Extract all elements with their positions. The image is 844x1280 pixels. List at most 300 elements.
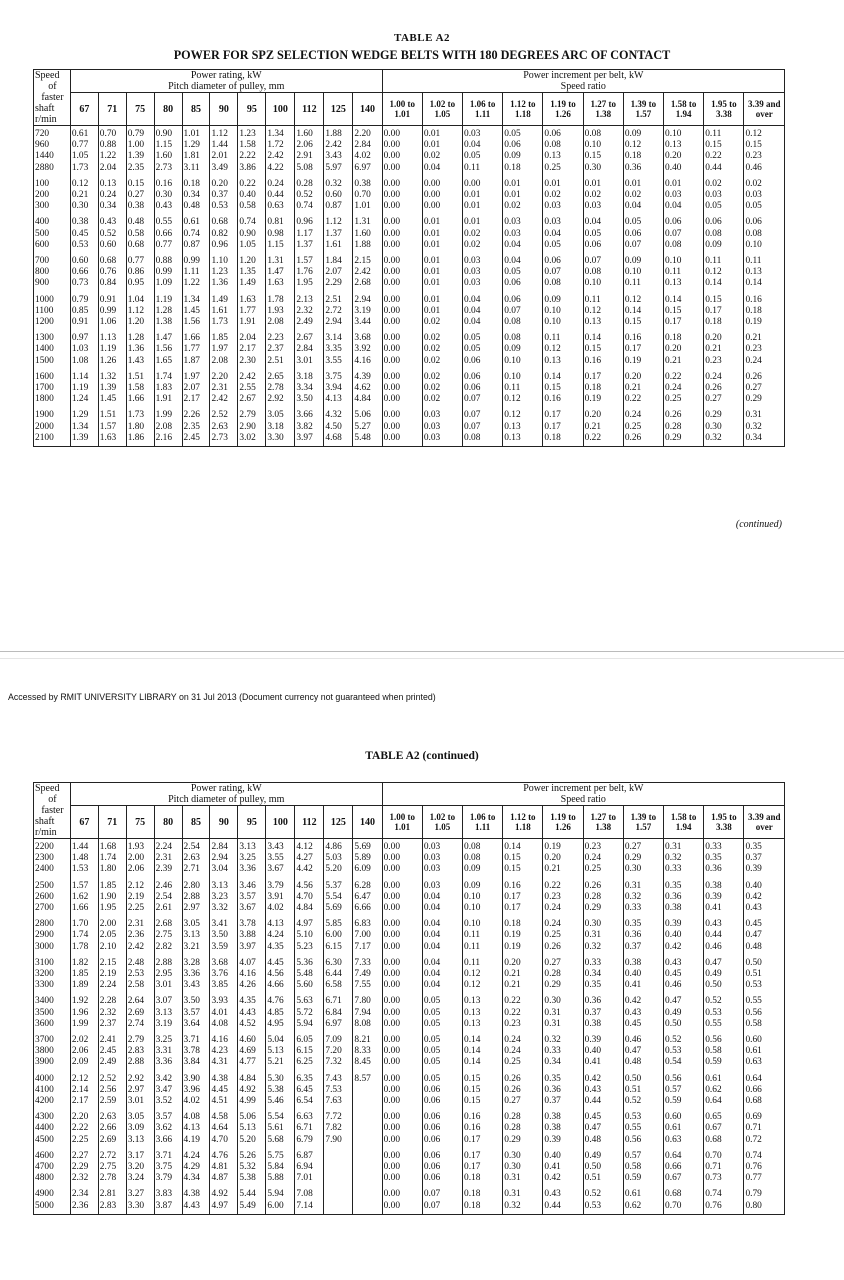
power-rating-cell: 3.02 [238,433,266,447]
power-increment-cell: 0.23 [503,1019,543,1032]
power-rating-cell: 1.93 [126,839,154,854]
power-increment-cell: 0.68 [744,1096,785,1109]
power-rating-cell: 4.97 [210,1201,238,1215]
speed-ratio-line: 1.00 to [389,812,415,822]
power-increment-cell: 0.05 [583,229,623,240]
speed-cell: 700 [34,253,71,267]
power-increment-cell: 0.04 [422,892,462,903]
power-increment-cell: 0.43 [704,916,744,930]
power-increment-cell: 0.04 [503,253,543,267]
power-rating-cell: 5.88 [266,1173,295,1186]
power-rating-cell: 1.99 [70,1019,98,1032]
power-rating-cell: 6.44 [324,969,353,980]
power-rating-cell: 2.20 [210,369,238,383]
speed-cell: 1800 [34,394,71,407]
table-row [34,190,785,201]
power-increment-cell: 0.06 [422,1109,462,1123]
power-rating-cell: 1.57 [70,878,98,892]
power-increment-cell: 0.44 [583,1096,623,1109]
table-row [34,394,785,407]
power-increment-cell: 0.21 [704,344,744,355]
power-rating-cell: 2.82 [154,942,182,955]
power-increment-cell: 0.13 [664,278,704,291]
power-table-1 [33,69,785,447]
power-increment-cell: 0.06 [503,292,543,306]
power-rating-cell: 3.07 [154,993,182,1007]
power-rating-cell: 6.71 [295,1123,324,1134]
power-increment-cell: 0.07 [422,1201,462,1215]
power-increment-cell: 0.59 [664,1096,704,1109]
power-rating-cell [324,1186,353,1200]
power-increment-cell: 0.51 [744,969,785,980]
power-increment-cell: 0.30 [503,1162,543,1173]
speed-cell: 3000 [34,942,71,955]
power-rating-cell: 7.63 [324,1096,353,1109]
page-separator-secondary [0,658,844,659]
power-rating-cell: 1.43 [126,356,154,369]
table-row [34,383,785,394]
power-rating-cell: 5.20 [324,864,353,877]
power-increment-cell: 0.58 [704,1046,744,1057]
power-increment-cell: 0.16 [503,878,543,892]
power-rating-cell [353,1162,382,1173]
power-rating-cell: 1.84 [324,253,353,267]
power-increment-cell: 0.66 [664,1162,704,1173]
power-rating-cell: 4.52 [238,1019,266,1032]
power-rating-cell: 1.73 [126,407,154,421]
power-increment-cell: 0.09 [704,240,744,253]
power-increment-cell: 0.73 [704,1173,744,1186]
power-rating-cell: 4.84 [238,1071,266,1085]
power-rating-cell: 5.21 [266,1057,295,1070]
power-increment-cell: 0.00 [382,214,422,228]
power-increment-cell: 0.00 [382,292,422,306]
speed-header-line: shaft [35,103,55,114]
power-rating-cell: 2.54 [182,839,210,854]
power-increment-cell: 0.31 [744,407,785,421]
power-rating-cell: 1.65 [154,356,182,369]
power-rating-cell: 0.48 [182,201,210,214]
speed-cell: 1000 [34,292,71,306]
power-increment-cell: 0.12 [744,126,785,141]
power-increment-cell: 0.04 [422,903,462,916]
power-rating-cell: 2.01 [210,151,238,162]
power-rating-cell: 2.75 [154,930,182,941]
power-rating-cell: 1.76 [295,267,324,278]
power-increment-cell: 0.24 [543,916,583,930]
power-increment-cell: 0.13 [744,267,785,278]
power-rating-cell: 2.72 [324,306,353,317]
power-rating-cell: 2.49 [295,317,324,330]
speed-ratio-line: 1.57 [635,109,652,119]
speed-cell: 960 [34,140,71,151]
power-increment-cell: 0.41 [543,1162,583,1173]
power-rating-cell: 3.91 [266,892,295,903]
power-increment-cell: 0.18 [503,916,543,930]
power-rating-cell: 4.77 [238,1057,266,1070]
power-rating-cell: 4.76 [210,1148,238,1162]
power-rating-cell: 2.88 [154,955,182,969]
speed-ratio-range [704,93,744,126]
speed-ratio-line: 1.19 to [550,99,576,109]
power-increment-cell: 0.23 [744,151,785,162]
power-increment-cell: 0.28 [503,1123,543,1134]
power-increment-cell: 0.26 [623,433,663,447]
power-rating-cell: 7.55 [353,980,382,993]
power-rating-cell: 2.84 [210,839,238,854]
speed-header-line: r/min [35,827,57,838]
speed-ratio-range [422,806,462,839]
power-rating-cell: 2.92 [126,1071,154,1085]
power-rating-cell: 4.23 [210,1046,238,1057]
table-row [34,1032,785,1046]
power-increment-cell: 0.20 [503,955,543,969]
power-increment-cell: 0.53 [744,980,785,993]
power-increment-cell: 0.01 [422,140,462,151]
speed-header-line: faster [41,805,64,816]
power-increment-cell: 0.02 [463,229,503,240]
power-rating-cell: 1.44 [210,140,238,151]
power-increment-cell: 0.15 [463,1096,503,1109]
power-increment-cell: 0.18 [463,1186,503,1200]
power-increment-cell: 0.26 [664,407,704,421]
power-increment-cell: 0.03 [463,267,503,278]
power-increment-cell: 0.32 [744,422,785,433]
power-increment-cell: 0.38 [704,878,744,892]
speed-cell: 100 [34,176,71,190]
power-rating-cell: 3.30 [126,1201,154,1215]
power-increment-cell: 0.56 [623,1135,663,1148]
power-increment-cell: 0.71 [744,1123,785,1134]
power-rating-cell: 1.10 [210,253,238,267]
power-rating-cell: 3.50 [182,993,210,1007]
power-increment-cell: 0.48 [744,942,785,955]
power-increment-cell: 0.21 [623,383,663,394]
power-rating-cell: 2.13 [295,292,324,306]
speed-cell: 3900 [34,1057,71,1070]
power-rating-cell: 0.38 [126,201,154,214]
speed-cell: 3500 [34,1008,71,1019]
power-increment-cell: 0.01 [422,126,462,141]
power-increment-cell: 0.07 [463,422,503,433]
power-rating-cell: 4.99 [238,1096,266,1109]
diameter-header: 125 [324,93,353,126]
speed-ratio-line: 1.05 [434,822,451,832]
table-row [34,407,785,421]
power-rating-cell: 1.19 [70,383,98,394]
power-rating-cell: 3.42 [154,1071,182,1085]
power-rating-cell: 0.77 [126,253,154,267]
power-rating-cell: 2.83 [98,1201,126,1215]
power-increment-cell: 0.23 [704,356,744,369]
speed-ratio-line: 1.12 to [510,812,536,822]
power-rating-cell: 5.97 [324,163,353,176]
power-rating-cell: 1.96 [70,1008,98,1019]
power-rating-cell: 1.97 [182,369,210,383]
power-increment-cell: 0.13 [503,433,543,447]
power-rating-cell: 3.13 [154,1008,182,1019]
power-rating-cell: 3.13 [238,839,266,854]
power-rating-cell: 1.62 [70,892,98,903]
power-rating-cell: 1.34 [182,292,210,306]
power-increment-cell: 0.10 [664,253,704,267]
power-rating-cell: 0.87 [324,201,353,214]
power-increment-cell: 0.04 [463,292,503,306]
power-rating-cell: 2.64 [126,993,154,1007]
power-rating-cell: 4.13 [182,1123,210,1134]
power-rating-cell: 3.49 [210,163,238,176]
power-rating-cell: 4.08 [182,1109,210,1123]
power-increment-cell: 0.14 [664,292,704,306]
power-rating-cell: 3.18 [266,422,295,433]
power-increment-cell: 0.12 [503,394,543,407]
power-rating-cell: 2.06 [126,864,154,877]
power-rating-cell: 1.58 [238,140,266,151]
continued-note: (continued) [735,519,782,530]
power-rating-cell: 6.66 [353,903,382,916]
power-increment-cell: 0.13 [463,993,503,1007]
power-rating-cell: 0.86 [126,267,154,278]
power-rating-cell: 3.09 [126,1123,154,1134]
power-rating-cell: 4.16 [210,1032,238,1046]
power-rating-cell: 2.42 [210,394,238,407]
speed-cell: 5000 [34,1201,71,1215]
table-row [34,853,785,864]
power-increment-cell: 0.04 [422,916,462,930]
power-rating-cell: 1.19 [154,292,182,306]
table-row [34,1186,785,1200]
power-rating-cell: 3.25 [238,853,266,864]
power-rating-cell: 1.38 [154,317,182,330]
speed-ratio-line: 1.26 [555,109,571,119]
power-rating-cell: 2.19 [126,892,154,903]
speed-cell: 300 [34,201,71,214]
power-rating-cell: 1.93 [266,306,295,317]
power-rating-cell: 0.60 [70,253,98,267]
power-increment-cell: 0.06 [463,369,503,383]
power-rating-cell: 2.25 [126,903,154,916]
power-increment-cell: 0.00 [382,151,422,162]
power-increment-cell: 0.09 [623,126,663,141]
speed-cell: 3200 [34,969,71,980]
power-increment-cell: 0.03 [463,126,503,141]
power-increment-cell: 0.44 [543,1201,583,1215]
power-rating-cell: 4.64 [210,1123,238,1134]
power-increment-cell: 0.14 [583,330,623,344]
power-rating-cell: 0.88 [154,253,182,267]
power-rating-cell: 3.01 [154,980,182,993]
power-increment-cell: 0.30 [503,1148,543,1162]
power-increment-cell: 0.06 [422,1173,462,1186]
power-increment-cell: 0.05 [744,201,785,214]
power-rating-cell: 1.58 [126,383,154,394]
power-rating-cell: 1.36 [126,344,154,355]
power-rating-cell: 1.23 [210,267,238,278]
power-rating-cell: 4.02 [353,151,382,162]
diameter-header: 71 [98,806,126,839]
power-increment-cell: 0.00 [382,229,422,240]
power-rating-cell: 2.31 [154,853,182,864]
power-increment-cell: 0.18 [503,163,543,176]
power-rating-cell: 7.43 [324,1071,353,1085]
speed-ratio-line: 1.39 to [630,812,657,822]
power-rating-cell [324,1173,353,1186]
power-increment-cell: 0.08 [503,330,543,344]
power-rating-cell: 3.36 [238,864,266,877]
power-rating-cell: 1.80 [126,422,154,433]
power-rating-cell: 1.77 [238,306,266,317]
speed-ratio-line: 1.94 [675,109,692,119]
power-increment-cell: 0.34 [583,969,623,980]
power-rating-cell: 2.97 [126,1085,154,1096]
speed-cell: 600 [34,240,71,253]
power-increment-cell: 0.26 [503,1071,543,1085]
table-row [34,151,785,162]
power-increment-cell: 0.22 [503,993,543,1007]
speed-ratio-line: over [755,822,773,832]
speed-ratio-line: 1.00 to [389,99,415,109]
diameter-header: 67 [70,806,98,839]
power-rating-cell: 4.01 [210,1008,238,1019]
speed-cell: 2000 [34,422,71,433]
speed-ratio-range [744,806,785,839]
power-increment-cell: 0.05 [422,1071,462,1085]
speed-ratio-line: 1.57 [635,822,652,832]
power-increment-cell: 0.05 [422,1032,462,1046]
power-rating-cell: 0.53 [210,201,238,214]
power-rating-cell: 0.76 [98,267,126,278]
speed-ratio-line: 1.02 to [429,812,456,822]
power-rating-cell: 0.99 [182,253,210,267]
speed-ratio-line: 1.39 to [630,99,657,109]
power-increment-cell: 0.37 [744,853,785,864]
power-rating-cell: 2.04 [238,330,266,344]
power-increment-cell: 0.00 [382,344,422,355]
power-rating-cell: 2.94 [353,292,382,306]
power-rating-cell: 1.74 [70,930,98,941]
power-rating-header: Power rating, kW [70,783,382,795]
power-increment-cell: 0.05 [422,993,462,1007]
power-increment-cell: 0.33 [664,864,704,877]
power-increment-cell: 0.05 [422,1019,462,1032]
table-row [34,1162,785,1173]
power-increment-cell: 0.01 [422,278,462,291]
table-row [34,317,785,330]
power-increment-cell: 0.17 [503,903,543,916]
power-rating-cell: 4.27 [295,853,324,864]
power-increment-cell: 0.38 [543,1109,583,1123]
power-increment-cell: 0.05 [422,1057,462,1070]
power-increment-cell: 0.45 [623,1019,663,1032]
power-rating-cell: 3.13 [126,1135,154,1148]
power-table-2 [33,782,785,1215]
power-rating-cell: 2.25 [70,1135,98,1148]
power-increment-cell: 0.45 [583,1109,623,1123]
speed-cell: 3100 [34,955,71,969]
power-rating-cell: 5.13 [266,1046,295,1057]
power-rating-cell: 3.46 [238,878,266,892]
power-increment-cell: 0.16 [623,330,663,344]
power-rating-cell: 2.12 [126,878,154,892]
power-rating-cell: 1.34 [70,422,98,433]
power-rating-cell: 1.87 [182,356,210,369]
speed-ratio-line: 3.38 [715,109,732,119]
power-increment-cell: 0.41 [623,980,663,993]
power-rating-cell: 2.42 [353,267,382,278]
power-increment-cell: 0.02 [543,190,583,201]
power-increment-cell: 0.34 [744,433,785,447]
speed-cell: 3700 [34,1032,71,1046]
power-rating-cell: 3.90 [182,1071,210,1085]
power-rating-cell: 0.24 [98,190,126,201]
power-rating-cell: 4.24 [182,1148,210,1162]
power-rating-cell: 3.67 [266,864,295,877]
power-increment-cell: 0.32 [623,892,663,903]
power-rating-cell: 2.29 [70,1162,98,1173]
power-rating-cell [353,1085,382,1096]
power-rating-cell: 2.36 [126,930,154,941]
power-rating-cell: 3.57 [182,1008,210,1019]
power-increment-cell: 0.27 [704,394,744,407]
speed-ratio-line: 3.39 and [747,812,781,822]
power-increment-cell: 0.30 [583,163,623,176]
power-rating-cell: 3.43 [266,839,295,854]
power-rating-cell: 2.23 [266,330,295,344]
power-increment-cell: 0.67 [664,1173,704,1186]
speed-ratio-range [704,806,744,839]
power-increment-cell: 0.34 [543,1057,583,1070]
power-rating-cell: 1.66 [182,330,210,344]
power-increment-cell: 0.38 [583,1019,623,1032]
power-increment-cell: 0.15 [704,292,744,306]
power-rating-cell: 2.51 [266,356,295,369]
diameter-header: 112 [295,806,324,839]
power-rating-cell: 2.04 [98,163,126,176]
power-increment-cell: 0.30 [704,422,744,433]
power-increment-cell: 0.12 [503,407,543,421]
power-rating-cell: 2.05 [98,930,126,941]
power-rating-cell: 1.47 [266,267,295,278]
power-increment-cell: 0.52 [704,993,744,1007]
power-rating-cell: 3.88 [238,930,266,941]
power-rating-cell: 3.25 [154,1032,182,1046]
table-row [34,969,785,980]
speed-header-line: r/min [35,114,57,125]
power-increment-cell: 0.14 [543,369,583,383]
power-rating-cell: 0.52 [98,229,126,240]
power-increment-cell: 0.40 [744,878,785,892]
power-rating-cell: 7.90 [324,1135,353,1148]
speed-ratio-line: 1.02 to [429,99,456,109]
power-increment-cell: 0.05 [623,214,663,228]
power-increment-cell: 0.39 [704,892,744,903]
power-rating-cell: 1.85 [70,969,98,980]
power-increment-cell: 0.14 [463,1046,503,1057]
power-increment-cell: 0.61 [623,1186,663,1200]
power-rating-cell: 0.28 [295,176,324,190]
power-increment-cell: 0.61 [704,1071,744,1085]
power-rating-cell: 7.80 [353,993,382,1007]
power-increment-cell: 0.80 [744,1201,785,1215]
power-increment-cell: 0.16 [543,394,583,407]
speed-cell: 4000 [34,1071,71,1085]
speed-cell: 2200 [34,839,71,854]
power-rating-cell: 3.44 [353,317,382,330]
table-row [34,330,785,344]
power-rating-cell: 3.34 [295,383,324,394]
speed-cell: 1600 [34,369,71,383]
power-rating-cell: 5.06 [353,407,382,421]
